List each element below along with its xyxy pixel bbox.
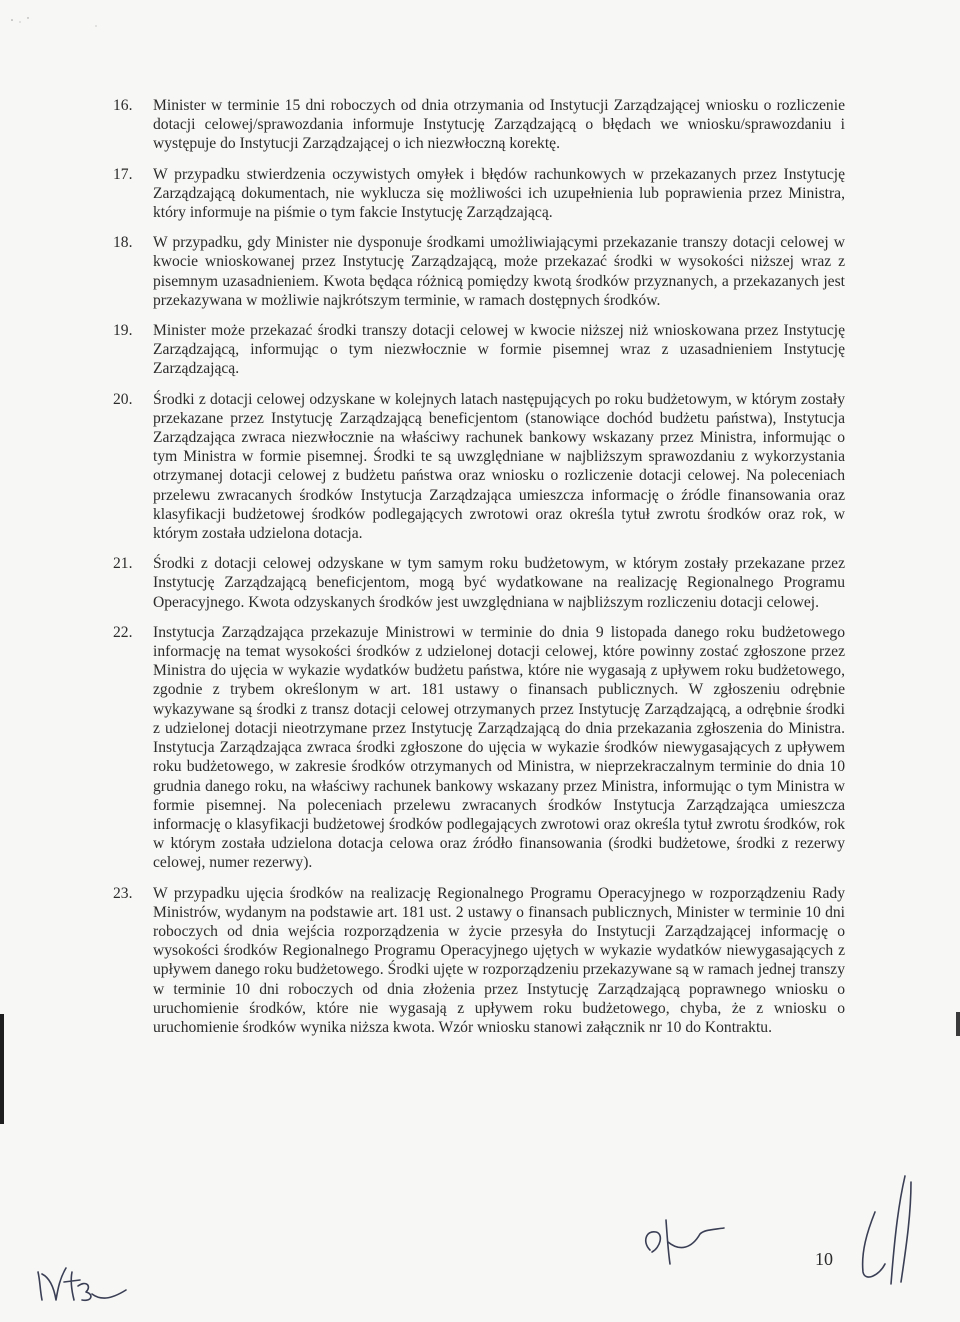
paragraph-number: 19. xyxy=(113,322,133,340)
handwritten-signature-right xyxy=(855,1172,925,1292)
paragraph-text: Środki z dotacji celowej odzyskane w kolejnych latach następujących po roku budżetowym, w którym zostały przekazane przez Instytucję Zarządzającą beneficjentom (stanowiące dochód budżetu państwa), Instytucja Zarządzająca zwraca niezwłocznie na właściwy rachunek bankowy wskazany przez Ministra, informując o tym Ministra w formie pisemnej. Środki te są uwzględniane w najbliższym sprawozdaniu z wykorzystania otrzymanej dotacji celowej z budżetu państwa oraz wniosku o rozliczenie dotacji celowej. Na poleceniach przelewu zwracanych środków Instytucja Zarządzająca umieszcza informację o źródle finansowania oraz klasyfikacji budżetowej środków podlegających zwrotowi oraz określa tytuł zwrotu środków oraz rok, w którym została udzielona dotacja. xyxy=(153,390,845,543)
page-number: 10 xyxy=(815,1249,833,1269)
paragraph-text: Minister w terminie 15 dni roboczych od dnia otrzymania od Instytucji Zarządzającej wniosku o rozliczenie dotacji celowej/sprawozdania informuje Instytucję Zarządzającą o błędach we wniosku/sprawozdaniu i występuje do Instytucji Zarządzającej o ich niezwłoczną korektę. xyxy=(153,97,845,153)
handwritten-initials-left xyxy=(34,1260,134,1306)
paragraph-number: 18. xyxy=(113,234,133,252)
paragraph-number: 23. xyxy=(113,884,133,902)
scan-edge-mark xyxy=(0,1014,4,1124)
paragraph-16 xyxy=(113,96,845,154)
paragraph-20 xyxy=(113,390,845,544)
paragraph-text: W przypadku stwierdzenia oczywistych omyłek i błędów rachunkowych w przekazanych przez Instytucję Zarządzającą dokumentach, nie wyklucza się możliwości ich uzupełnienia lub poprawienia przez Ministra, który informuje na piśmie o tym fakcie Instytucję Zarządzającą. xyxy=(153,165,845,222)
paragraph-number: 20. xyxy=(113,390,133,408)
paragraph-text: Środki z dotacji celowej odzyskane w tym samym roku budżetowym, w którym zostały przekazane przez Instytucję Zarządzającą beneficjentom, mogą być wydatkowane na realizację Regionalnego Programu Operacyjnego. Kwota odzyskanych środków jest uwzględniana w najbliższym rozliczeniu dotacji celowej. xyxy=(153,555,845,611)
paragraph-number: 17. xyxy=(113,165,133,183)
paragraph-number: 16. xyxy=(113,97,133,114)
scan-edge-mark xyxy=(956,1012,960,1036)
paragraph-23 xyxy=(113,884,845,1038)
paragraph-text: Instytucja Zarządzająca przekazuje Ministrowi w terminie do dnia 9 listopada danego roku budżetowego informację na temat wysokości środków z udzielonej dotacji celowej, które powinny zostać zgłoszone przez Ministra do ujęcia w wykazie wydatków budżetu państwa, które nie wygasają z upływem roku budżetowego, zgodnie z trybem określonym w art. 181 ustawy o finansach publicznych. W zgłoszeniu odrębnie wykazywane są środki z transz dotacji celowej otrzymanych przez Instytucję Zarządzającą, a odrębnie środki z udzielonej dotacji nieotrzymane przez Instytucję Zarządzającą do dnia przekazania zgłoszenia do Ministra. Instytucja Zarządzająca zwraca środki zgłoszone do ujęcia w wykazie środków niewygasających z upływem roku budżetowego, w zakresie środków otrzymanych od Ministra, w nieprzekraczalnym terminie do dnia 10 grudnia danego roku, na właściwy rachunek bankowy wskazany przez Ministra, informując o tym Ministra w formie pisemnej. Na poleceniach przelewu zwracanych środków Instytucja Zarządzająca umieszcza informację o klasyfikacji budżetowej środków podlegających zwrotowi oraz określa tytuł zwrotu środków, rok w którym została udzielona dotacja celowa oraz źródło finansowania (środki budżetowe, środki z rezerwy celowej, numer rezerwy). xyxy=(153,623,845,872)
paragraph-text: W przypadku, gdy Minister nie dysponuje środkami umożliwiającymi przekazanie transzy dotacji celowej w kwocie wnioskowanej przez Instytucję Zarządzającą, może przekazać środki w wysokości niższej wraz z pisemnym uzasadnieniem. Kwota będąca różnicą pomiędzy kwotą środków przyznanych, a przekazanych jest przekazywana w możliwie najkrótszym terminie, w ramach dostępnych środków. xyxy=(153,234,845,309)
paragraph-21 xyxy=(113,554,845,612)
paragraph-number: 21. xyxy=(113,555,133,573)
paragraph-text: W przypadku ujęcia środków na realizację Regionalnego Programu Operacyjnego w rozporządzeniu Rady Ministrów, wydanym na podstawie art. 181 ust. 2 ustawy o finansach publicznych, Minister w terminie 10 dni roboczych od dnia wejścia rozporządzenia w życie przesyła do Instytucji Zarządzającej informację o wysokości środków Regionalnego Programu Operacyjnego ujętych w wykazie wydatków niewygasających z upływem danego roku budżetowego. Środki ujęte w rozporządzeniu przekazywane są w ramach jednej transzy w terminie 10 dni roboczych od dnia złożenia przez Instytucję Zarządzającą poprawnego wniosku o uruchomienie środków, które nie wygasają z upływem roku budżetowego, chyba, że z wniosku o uruchomienie środków wynika niższa kwota. Wzór wniosku stanowi załącznik nr 10 do Kontraktu. xyxy=(153,884,845,1036)
scan-speckles xyxy=(8,12,128,32)
paragraph-number: 22. xyxy=(113,623,133,641)
paragraph-18 xyxy=(113,233,845,310)
paragraph-19 xyxy=(113,321,845,379)
paragraph-text: Minister może przekazać środki transzy dotacji celowej w kwocie niższej niż wnioskowana przez Instytucję Zarządzającą, informując o tym niezwłocznie w formie pisemnej wraz z uzasadnieniem Instytucję Zarządzającą. xyxy=(153,322,845,378)
paragraph-17 xyxy=(113,165,845,223)
paragraph-list xyxy=(113,96,845,1048)
handwritten-initials-center xyxy=(640,1212,730,1272)
paragraph-22 xyxy=(113,623,845,873)
